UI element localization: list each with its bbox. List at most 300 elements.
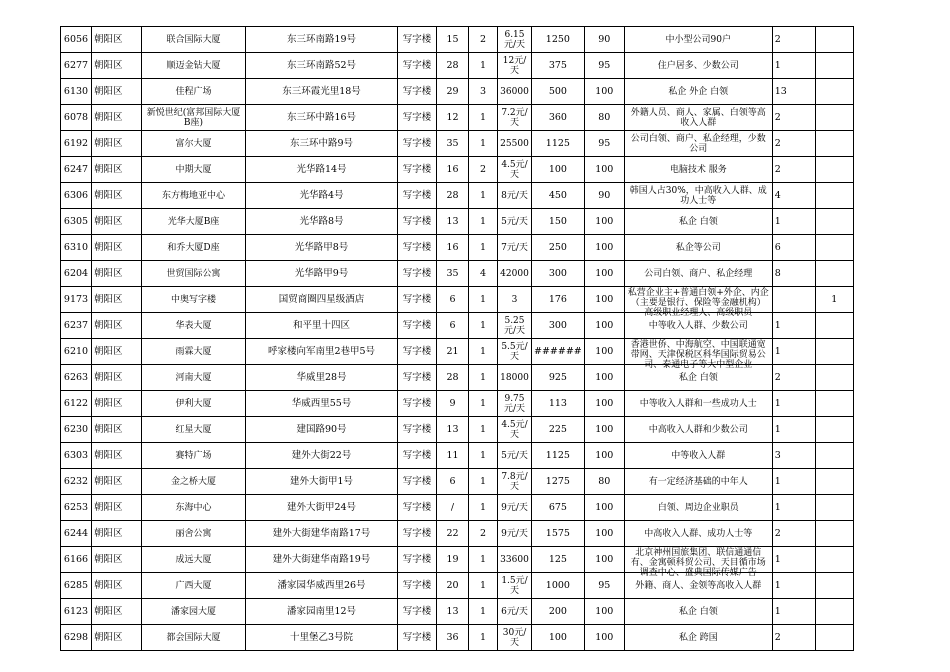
cell-occupancy[interactable]	[584, 209, 624, 235]
cell-id[interactable]	[61, 365, 92, 391]
cell-id[interactable]	[61, 287, 92, 313]
cell-address[interactable]	[246, 235, 398, 261]
cell-address[interactable]	[246, 599, 398, 625]
cell-area[interactable]	[532, 53, 585, 79]
cell-price[interactable]	[498, 53, 532, 79]
cell-area[interactable]	[532, 287, 585, 313]
cell-tenant-profile[interactable]	[624, 209, 772, 235]
cell-district[interactable]	[92, 183, 142, 209]
cell-address[interactable]	[246, 79, 398, 105]
cell-district[interactable]	[92, 521, 142, 547]
cell-area[interactable]	[532, 443, 585, 469]
cell-floors[interactable]	[437, 547, 469, 573]
cell-type[interactable]	[398, 339, 437, 365]
cell-id[interactable]	[61, 625, 92, 651]
cell-area[interactable]	[532, 365, 585, 391]
cell-count-b[interactable]	[815, 495, 853, 521]
cell-count[interactable]	[469, 365, 498, 391]
cell-count[interactable]	[469, 547, 498, 573]
cell-id[interactable]	[61, 547, 92, 573]
cell-tenant-profile[interactable]	[624, 469, 772, 495]
cell-building-name[interactable]	[142, 365, 246, 391]
cell-id[interactable]	[61, 417, 92, 443]
cell-price[interactable]	[498, 573, 532, 599]
cell-occupancy[interactable]	[584, 261, 624, 287]
cell-count-b[interactable]	[815, 339, 853, 365]
cell-tenant-profile[interactable]	[624, 547, 772, 578]
cell-district[interactable]	[92, 157, 142, 183]
cell-count-a[interactable]	[772, 27, 815, 53]
cell-type[interactable]	[398, 105, 437, 131]
cell-address[interactable]	[246, 313, 398, 339]
cell-count-a[interactable]	[772, 313, 815, 339]
cell-occupancy[interactable]	[584, 53, 624, 79]
cell-price[interactable]	[498, 235, 532, 261]
cell-tenant-profile[interactable]	[624, 157, 772, 183]
cell-floors[interactable]	[437, 313, 469, 339]
cell-id[interactable]	[61, 209, 92, 235]
cell-count-a[interactable]	[772, 599, 815, 625]
cell-count-a[interactable]	[772, 339, 815, 365]
cell-price[interactable]	[498, 443, 532, 469]
cell-count[interactable]	[469, 261, 498, 287]
cell-count[interactable]	[469, 131, 498, 157]
cell-building-name[interactable]	[142, 261, 246, 287]
cell-price[interactable]	[498, 495, 532, 521]
cell-building-name[interactable]	[142, 157, 246, 183]
cell-id[interactable]	[61, 53, 92, 79]
cell-address[interactable]	[246, 625, 398, 651]
cell-price[interactable]	[498, 469, 532, 495]
cell-count-a[interactable]	[772, 261, 815, 287]
cell-district[interactable]	[92, 417, 142, 443]
cell-floors[interactable]	[437, 625, 469, 651]
cell-price[interactable]	[498, 131, 532, 157]
cell-address[interactable]	[246, 183, 398, 209]
cell-count[interactable]	[469, 469, 498, 495]
cell-id[interactable]	[61, 391, 92, 417]
cell-type[interactable]	[398, 521, 437, 547]
cell-district[interactable]	[92, 391, 142, 417]
cell-floors[interactable]	[437, 209, 469, 235]
cell-count[interactable]	[469, 495, 498, 521]
cell-type[interactable]	[398, 495, 437, 521]
cell-occupancy[interactable]	[584, 235, 624, 261]
cell-occupancy[interactable]	[584, 79, 624, 105]
cell-occupancy[interactable]	[584, 183, 624, 209]
cell-area[interactable]	[532, 495, 585, 521]
cell-floors[interactable]	[437, 105, 469, 131]
cell-district[interactable]	[92, 53, 142, 79]
cell-type[interactable]	[398, 547, 437, 573]
cell-area[interactable]	[532, 131, 585, 157]
cell-count-b[interactable]	[815, 287, 853, 313]
cell-type[interactable]	[398, 469, 437, 495]
cell-type[interactable]	[398, 53, 437, 79]
cell-floors[interactable]	[437, 27, 469, 53]
cell-occupancy[interactable]	[584, 391, 624, 417]
cell-type[interactable]	[398, 79, 437, 105]
cell-type[interactable]	[398, 261, 437, 287]
cell-type[interactable]	[398, 183, 437, 209]
cell-floors[interactable]	[437, 183, 469, 209]
cell-tenant-profile[interactable]	[624, 625, 772, 651]
cell-price[interactable]	[498, 157, 532, 183]
cell-tenant-profile[interactable]	[624, 235, 772, 261]
cell-area[interactable]	[532, 27, 585, 53]
cell-area[interactable]	[532, 261, 585, 287]
cell-type[interactable]	[398, 27, 437, 53]
cell-count[interactable]	[469, 573, 498, 599]
cell-building-name[interactable]	[142, 573, 246, 599]
cell-type[interactable]	[398, 599, 437, 625]
cell-district[interactable]	[92, 261, 142, 287]
cell-tenant-profile[interactable]	[624, 131, 772, 157]
cell-price[interactable]	[498, 625, 532, 651]
cell-address[interactable]	[246, 261, 398, 287]
cell-district[interactable]	[92, 287, 142, 313]
cell-count-b[interactable]	[815, 183, 853, 209]
cell-tenant-profile[interactable]	[624, 495, 772, 521]
cell-count-a[interactable]	[772, 573, 815, 599]
cell-count-a[interactable]	[772, 287, 815, 313]
cell-tenant-profile[interactable]	[624, 183, 772, 209]
cell-id[interactable]	[61, 157, 92, 183]
cell-area[interactable]	[532, 105, 585, 131]
cell-district[interactable]	[92, 235, 142, 261]
cell-count-a[interactable]	[772, 131, 815, 157]
cell-type[interactable]	[398, 573, 437, 599]
cell-district[interactable]	[92, 209, 142, 235]
cell-id[interactable]	[61, 313, 92, 339]
cell-floors[interactable]	[437, 391, 469, 417]
cell-district[interactable]	[92, 547, 142, 573]
cell-floors[interactable]	[437, 365, 469, 391]
cell-building-name[interactable]	[142, 599, 246, 625]
cell-building-name[interactable]	[142, 313, 246, 339]
cell-count[interactable]	[469, 79, 498, 105]
cell-count-b[interactable]	[815, 131, 853, 157]
cell-count-b[interactable]	[815, 53, 853, 79]
cell-occupancy[interactable]	[584, 339, 624, 365]
cell-price[interactable]	[498, 417, 532, 443]
cell-address[interactable]	[246, 547, 398, 573]
cell-count-b[interactable]	[815, 105, 853, 131]
cell-floors[interactable]	[437, 261, 469, 287]
cell-floors[interactable]	[437, 131, 469, 157]
cell-occupancy[interactable]	[584, 625, 624, 651]
cell-tenant-profile[interactable]	[624, 521, 772, 547]
cell-type[interactable]	[398, 365, 437, 391]
cell-count[interactable]	[469, 209, 498, 235]
cell-count-a[interactable]	[772, 79, 815, 105]
cell-tenant-profile[interactable]	[624, 417, 772, 443]
cell-count[interactable]	[469, 443, 498, 469]
cell-id[interactable]	[61, 183, 92, 209]
cell-tenant-profile[interactable]	[624, 27, 772, 53]
cell-floors[interactable]	[437, 287, 469, 313]
cell-count-a[interactable]	[772, 417, 815, 443]
cell-area[interactable]	[532, 547, 585, 573]
cell-district[interactable]	[92, 625, 142, 651]
cell-count-b[interactable]	[815, 599, 853, 625]
cell-address[interactable]	[246, 53, 398, 79]
cell-count-b[interactable]	[815, 625, 853, 651]
cell-address[interactable]	[246, 443, 398, 469]
cell-floors[interactable]	[437, 157, 469, 183]
cell-address[interactable]	[246, 495, 398, 521]
cell-count[interactable]	[469, 339, 498, 365]
cell-address[interactable]	[246, 417, 398, 443]
cell-count-a[interactable]	[772, 391, 815, 417]
cell-id[interactable]	[61, 573, 92, 599]
cell-occupancy[interactable]	[584, 521, 624, 547]
cell-count-a[interactable]	[772, 547, 815, 573]
cell-tenant-profile[interactable]	[624, 599, 772, 625]
cell-floors[interactable]	[437, 599, 469, 625]
cell-address[interactable]	[246, 469, 398, 495]
cell-floors[interactable]	[437, 573, 469, 599]
cell-area[interactable]	[532, 339, 585, 365]
cell-building-name[interactable]	[142, 183, 246, 209]
cell-count-b[interactable]	[815, 443, 853, 469]
cell-district[interactable]	[92, 27, 142, 53]
cell-building-name[interactable]	[142, 339, 246, 365]
cell-building-name[interactable]	[142, 27, 246, 53]
cell-count[interactable]	[469, 521, 498, 547]
cell-type[interactable]	[398, 287, 437, 313]
cell-building-name[interactable]	[142, 287, 246, 313]
cell-price[interactable]	[498, 27, 532, 53]
cell-count[interactable]	[469, 183, 498, 209]
cell-id[interactable]	[61, 443, 92, 469]
cell-tenant-profile[interactable]	[624, 339, 772, 370]
cell-floors[interactable]	[437, 235, 469, 261]
cell-count-a[interactable]	[772, 53, 815, 79]
cell-count[interactable]	[469, 105, 498, 131]
cell-district[interactable]	[92, 599, 142, 625]
cell-address[interactable]	[246, 365, 398, 391]
cell-price[interactable]	[498, 183, 532, 209]
cell-district[interactable]	[92, 105, 142, 131]
cell-count-a[interactable]	[772, 625, 815, 651]
cell-count[interactable]	[469, 53, 498, 79]
cell-address[interactable]	[246, 27, 398, 53]
cell-type[interactable]	[398, 443, 437, 469]
cell-type[interactable]	[398, 625, 437, 651]
cell-district[interactable]	[92, 443, 142, 469]
cell-area[interactable]	[532, 79, 585, 105]
cell-price[interactable]	[498, 287, 532, 313]
cell-price[interactable]	[498, 79, 532, 105]
cell-area[interactable]	[532, 183, 585, 209]
cell-area[interactable]	[532, 391, 585, 417]
cell-address[interactable]	[246, 157, 398, 183]
cell-id[interactable]	[61, 261, 92, 287]
cell-id[interactable]	[61, 495, 92, 521]
cell-count[interactable]	[469, 391, 498, 417]
cell-count-a[interactable]	[772, 521, 815, 547]
cell-count-b[interactable]	[815, 391, 853, 417]
cell-count[interactable]	[469, 27, 498, 53]
cell-id[interactable]	[61, 521, 92, 547]
cell-floors[interactable]	[437, 339, 469, 365]
cell-id[interactable]	[61, 79, 92, 105]
cell-price[interactable]	[498, 547, 532, 573]
cell-occupancy[interactable]	[584, 417, 624, 443]
cell-address[interactable]	[246, 131, 398, 157]
cell-count[interactable]	[469, 625, 498, 651]
cell-tenant-profile[interactable]	[624, 287, 772, 318]
cell-occupancy[interactable]	[584, 27, 624, 53]
cell-area[interactable]	[532, 599, 585, 625]
cell-occupancy[interactable]	[584, 157, 624, 183]
cell-count-b[interactable]	[815, 27, 853, 53]
cell-count-b[interactable]	[815, 547, 853, 573]
cell-count-a[interactable]	[772, 469, 815, 495]
cell-id[interactable]	[61, 105, 92, 131]
cell-building-name[interactable]	[142, 521, 246, 547]
cell-building-name[interactable]	[142, 391, 246, 417]
cell-count[interactable]	[469, 235, 498, 261]
cell-building-name[interactable]	[142, 209, 246, 235]
cell-count-b[interactable]	[815, 313, 853, 339]
cell-area[interactable]	[532, 417, 585, 443]
cell-price[interactable]	[498, 261, 532, 287]
cell-price[interactable]	[498, 313, 532, 339]
cell-occupancy[interactable]	[584, 469, 624, 495]
cell-price[interactable]	[498, 105, 532, 131]
cell-count-b[interactable]	[815, 573, 853, 599]
cell-count-a[interactable]	[772, 365, 815, 391]
cell-occupancy[interactable]	[584, 547, 624, 573]
cell-id[interactable]	[61, 469, 92, 495]
cell-district[interactable]	[92, 573, 142, 599]
cell-count-a[interactable]	[772, 209, 815, 235]
cell-floors[interactable]	[437, 469, 469, 495]
cell-id[interactable]	[61, 235, 92, 261]
cell-count-b[interactable]	[815, 79, 853, 105]
cell-address[interactable]	[246, 209, 398, 235]
cell-occupancy[interactable]	[584, 443, 624, 469]
cell-area[interactable]	[532, 313, 585, 339]
cell-occupancy[interactable]	[584, 131, 624, 157]
cell-district[interactable]	[92, 131, 142, 157]
cell-tenant-profile[interactable]	[624, 261, 772, 287]
cell-area[interactable]	[532, 235, 585, 261]
cell-floors[interactable]	[437, 53, 469, 79]
cell-occupancy[interactable]	[584, 573, 624, 599]
cell-building-name[interactable]	[142, 625, 246, 651]
cell-count-b[interactable]	[815, 235, 853, 261]
cell-count-a[interactable]	[772, 495, 815, 521]
cell-type[interactable]	[398, 313, 437, 339]
cell-count-b[interactable]	[815, 261, 853, 287]
cell-count[interactable]	[469, 599, 498, 625]
cell-count-b[interactable]	[815, 365, 853, 391]
cell-price[interactable]	[498, 521, 532, 547]
cell-area[interactable]	[532, 521, 585, 547]
cell-district[interactable]	[92, 79, 142, 105]
cell-count[interactable]	[469, 417, 498, 443]
cell-building-name[interactable]	[142, 495, 246, 521]
cell-occupancy[interactable]	[584, 599, 624, 625]
cell-area[interactable]	[532, 625, 585, 651]
cell-occupancy[interactable]	[584, 105, 624, 131]
cell-building-name[interactable]	[142, 443, 246, 469]
cell-count-a[interactable]	[772, 105, 815, 131]
cell-count[interactable]	[469, 157, 498, 183]
cell-occupancy[interactable]	[584, 365, 624, 391]
cell-building-name[interactable]	[142, 131, 246, 157]
cell-count-a[interactable]	[772, 157, 815, 183]
cell-district[interactable]	[92, 469, 142, 495]
cell-price[interactable]	[498, 339, 532, 365]
cell-tenant-profile[interactable]	[624, 79, 772, 105]
cell-building-name[interactable]	[142, 417, 246, 443]
cell-building-name[interactable]	[142, 105, 246, 131]
cell-floors[interactable]	[437, 79, 469, 105]
cell-address[interactable]	[246, 339, 398, 365]
cell-count-a[interactable]	[772, 235, 815, 261]
cell-tenant-profile[interactable]	[624, 443, 772, 469]
cell-count-b[interactable]	[815, 417, 853, 443]
cell-address[interactable]	[246, 521, 398, 547]
cell-floors[interactable]	[437, 443, 469, 469]
cell-district[interactable]	[92, 313, 142, 339]
cell-count-a[interactable]	[772, 183, 815, 209]
cell-type[interactable]	[398, 235, 437, 261]
cell-type[interactable]	[398, 209, 437, 235]
cell-occupancy[interactable]	[584, 313, 624, 339]
cell-count-a[interactable]	[772, 443, 815, 469]
cell-address[interactable]	[246, 573, 398, 599]
cell-type[interactable]	[398, 131, 437, 157]
cell-id[interactable]	[61, 131, 92, 157]
cell-tenant-profile[interactable]	[624, 391, 772, 417]
cell-count-b[interactable]	[815, 209, 853, 235]
cell-tenant-profile[interactable]	[624, 53, 772, 79]
cell-address[interactable]	[246, 105, 398, 131]
cell-price[interactable]	[498, 209, 532, 235]
cell-price[interactable]	[498, 391, 532, 417]
cell-address[interactable]	[246, 287, 398, 313]
cell-id[interactable]	[61, 599, 92, 625]
cell-price[interactable]	[498, 599, 532, 625]
cell-occupancy[interactable]	[584, 287, 624, 313]
cell-district[interactable]	[92, 339, 142, 365]
cell-count-b[interactable]	[815, 521, 853, 547]
cell-building-name[interactable]	[142, 53, 246, 79]
cell-type[interactable]	[398, 157, 437, 183]
cell-floors[interactable]	[437, 417, 469, 443]
cell-type[interactable]	[398, 417, 437, 443]
cell-count[interactable]	[469, 313, 498, 339]
cell-tenant-profile[interactable]	[624, 105, 772, 131]
cell-type[interactable]	[398, 391, 437, 417]
cell-area[interactable]	[532, 469, 585, 495]
cell-count-b[interactable]	[815, 157, 853, 183]
cell-count-b[interactable]	[815, 469, 853, 495]
cell-building-name[interactable]	[142, 547, 246, 573]
cell-price[interactable]	[498, 365, 532, 391]
cell-building-name[interactable]	[142, 235, 246, 261]
cell-address[interactable]	[246, 391, 398, 417]
cell-building-name[interactable]	[142, 79, 246, 105]
cell-district[interactable]	[92, 365, 142, 391]
cell-id[interactable]	[61, 27, 92, 53]
cell-district[interactable]	[92, 495, 142, 521]
